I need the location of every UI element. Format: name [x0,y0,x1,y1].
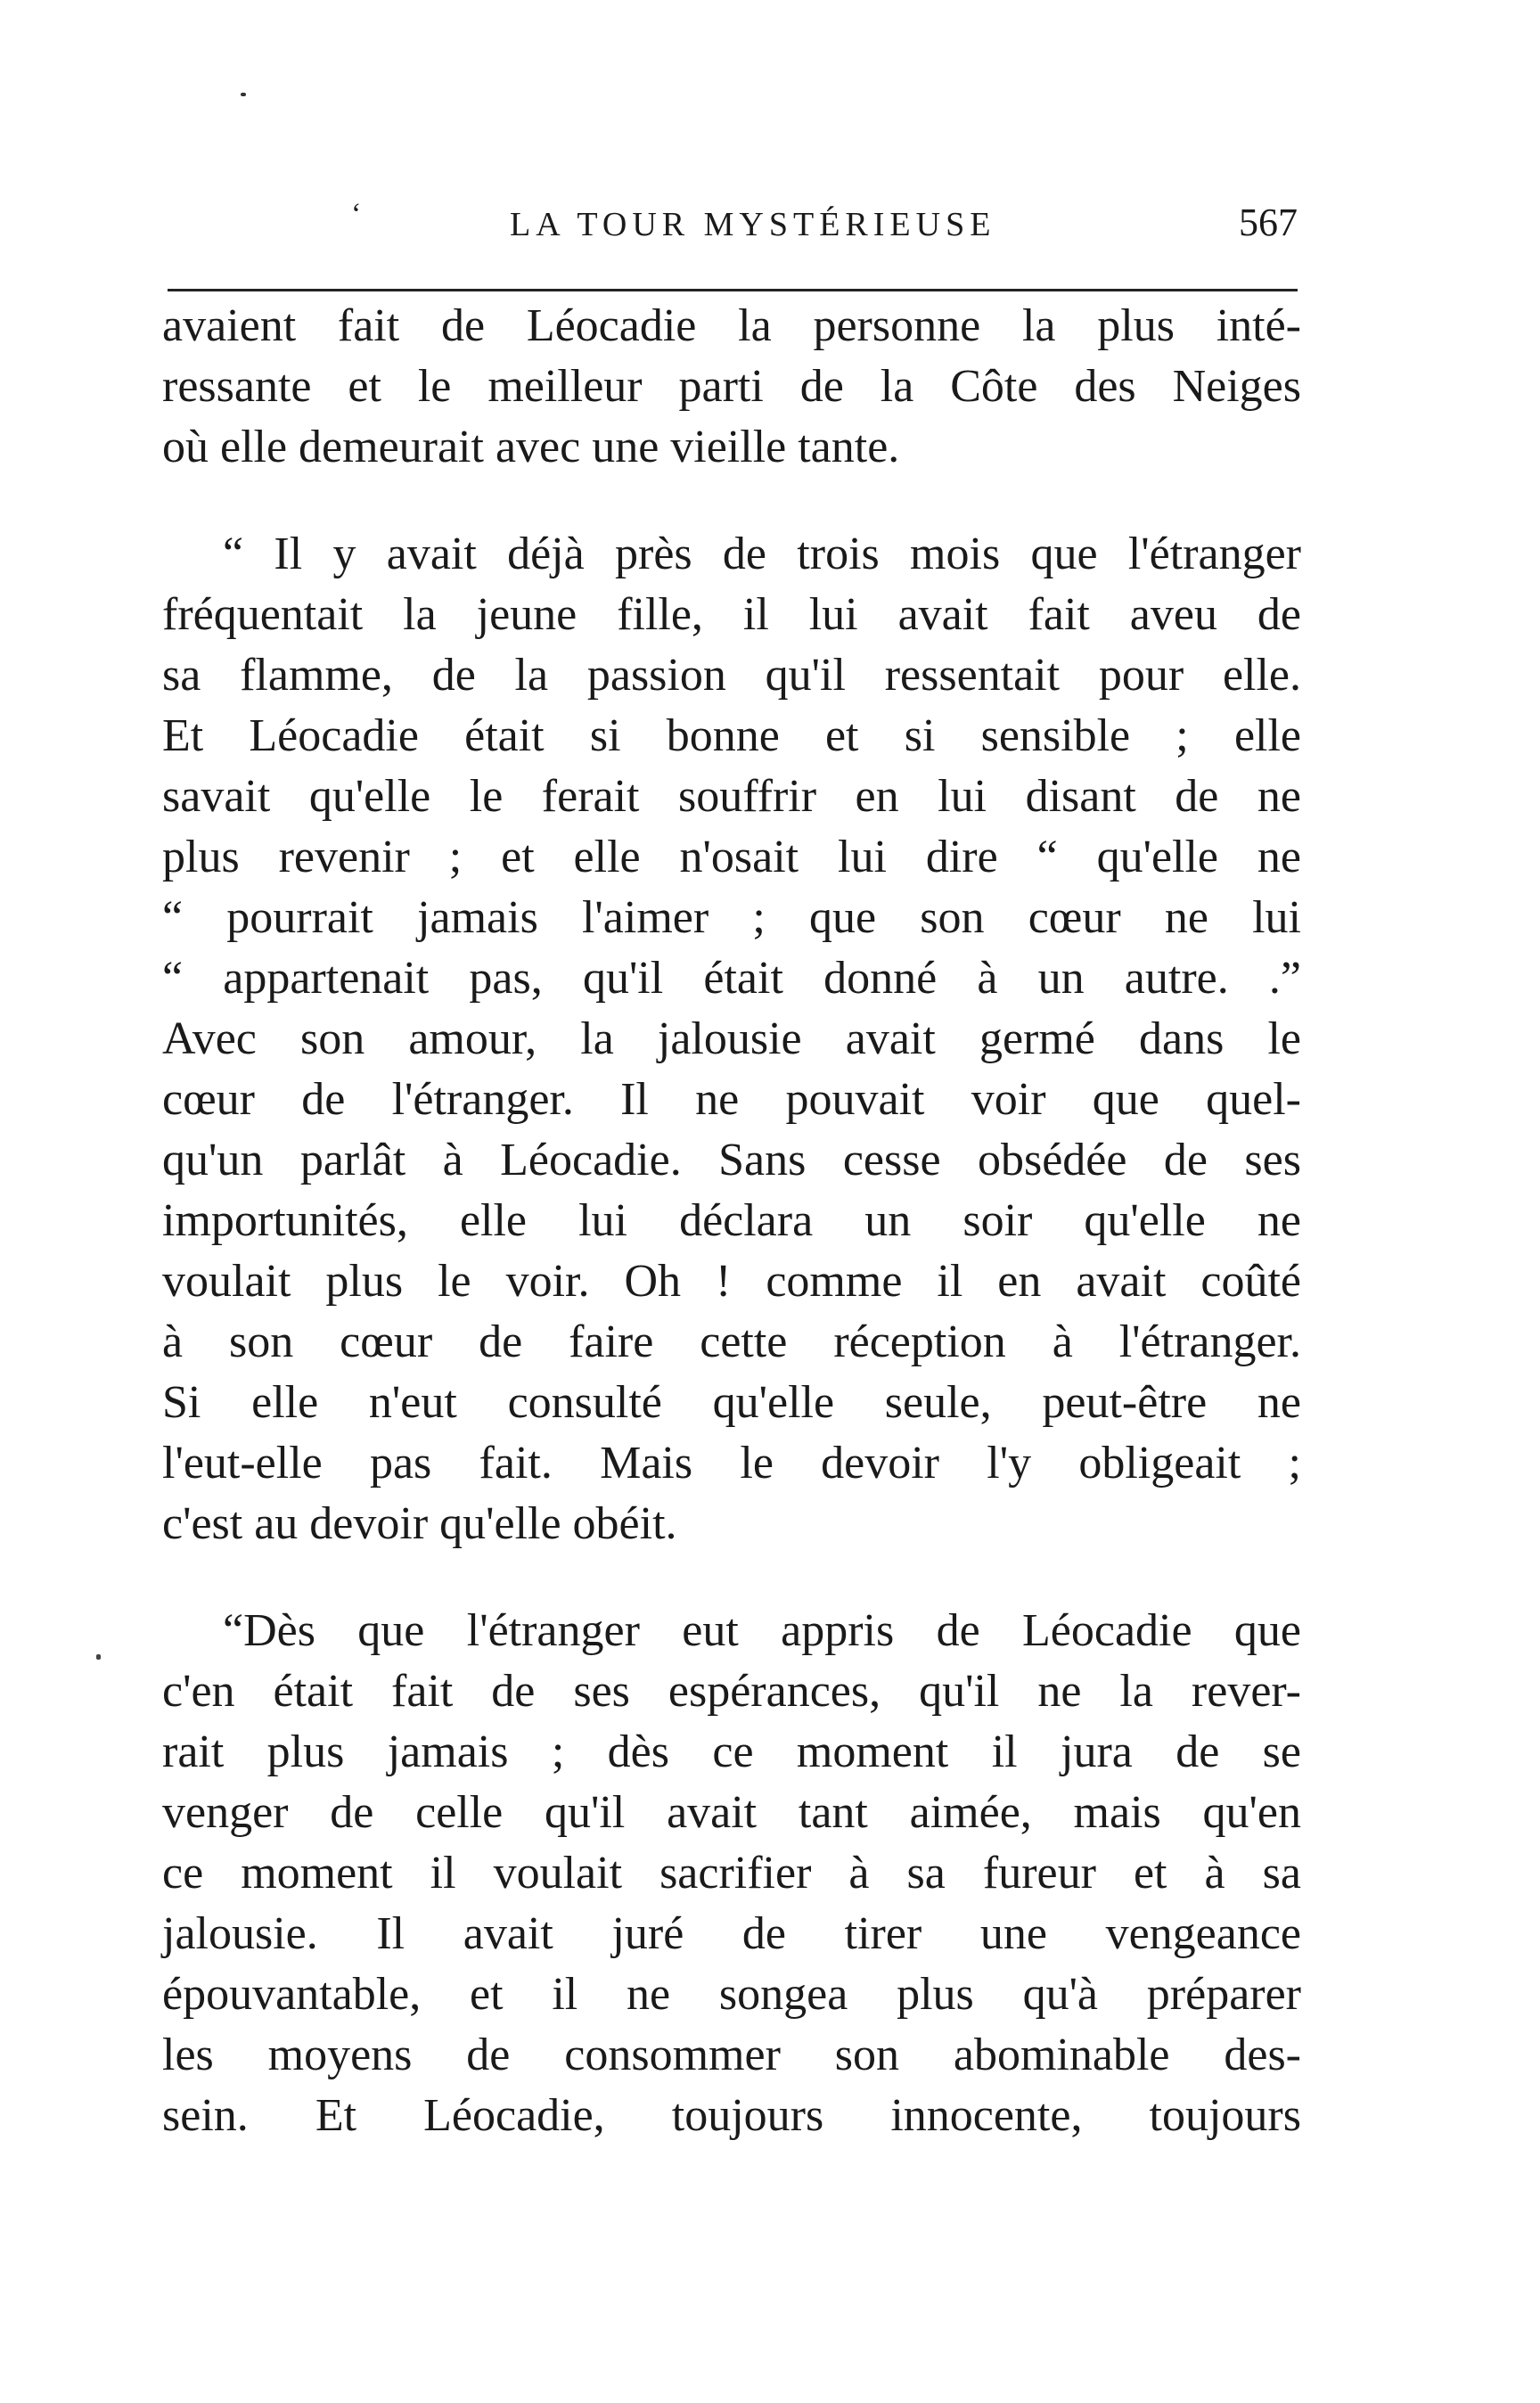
paragraph [162,1601,1301,2146]
text-line: voulait plus le voir. Oh ! comme il en avait coûté [162,1256,1301,1307]
text-line: Si elle n'eut consulté qu'elle seule, peut-être ne [162,1377,1301,1428]
page-number: 567 [1239,201,1298,244]
text-line: “ appartenait pas, qu'il était donné à un autre. .” [162,953,1301,1004]
header-rule [168,289,1298,291]
text-line: ce moment il voulait sacrifier à sa fureur et à sa [162,1848,1301,1899]
text-line: importunités, elle lui déclara un soir qu'elle ne [162,1195,1301,1246]
text-line: “ Il y avait déjà près de trois mois que l'étranger [223,529,1301,579]
text-line: “Dès que l'étranger eut appris de Léocadie que [223,1605,1301,1656]
paragraph [162,296,1301,478]
text-line: venger de celle qu'il avait tant aimée, mais qu'en [162,1787,1301,1838]
text-line: épouvantable, et il ne songea plus qu'à préparer [162,1969,1301,2020]
text-line: avaient fait de Léocadie la personne la plus inté- [162,300,1301,351]
text-line: Et Léocadie était si bonne et si sensible ; elle [162,710,1301,761]
text-line: savait qu'elle le ferait souffrir en lui disant de ne [162,771,1301,822]
text-line: qu'un parlât à Léocadie. Sans cesse obsédée de ses [162,1135,1301,1185]
header-mark: ‘ [351,198,362,231]
text-line: c'est au devoir qu'elle obéit. [162,1498,677,1549]
text-line: plus revenir ; et elle n'osait lui dire “ qu'elle ne [162,832,1301,882]
text-line: à son cœur de faire cette réception à l'étranger. [162,1316,1301,1367]
text-line: les moyens de consommer son abominable des- [162,2030,1301,2080]
body-text [162,296,1301,2146]
text-line: où elle demeurait avec une vieille tante. [162,422,900,472]
ink-speck [241,93,246,96]
text-line: sein. Et Léocadie, toujours innocente, toujours [162,2090,1301,2141]
paragraph [162,524,1301,1554]
ink-speck [96,1654,101,1660]
text-line: jalousie. Il avait juré de tirer une vengeance [162,1908,1301,1959]
text-line: rait plus jamais ; dès ce moment il jura de se [162,1726,1301,1777]
text-line: sa flamme, de la passion qu'il ressentait pour elle. [162,650,1301,701]
text-line: l'eut-elle pas fait. Mais le devoir l'y obligeait ; [162,1438,1301,1489]
text-line: ressante et le meilleur parti de la Côte des Neiges [162,361,1301,412]
running-title: LA TOUR MYSTÉRIEUSE [510,206,996,243]
page-header [166,198,1298,251]
text-line: fréquentait la jeune fille, il lui avait fait aveu de [162,589,1301,640]
text-line: “ pourrait jamais l'aimer ; que son cœur ne lui [162,892,1301,943]
text-line: Avec son amour, la jalousie avait germé dans le [162,1013,1301,1064]
text-line: c'en était fait de ses espérances, qu'il ne la rever- [162,1666,1301,1717]
text-line: cœur de l'étranger. Il ne pouvait voir que quel- [162,1074,1301,1125]
